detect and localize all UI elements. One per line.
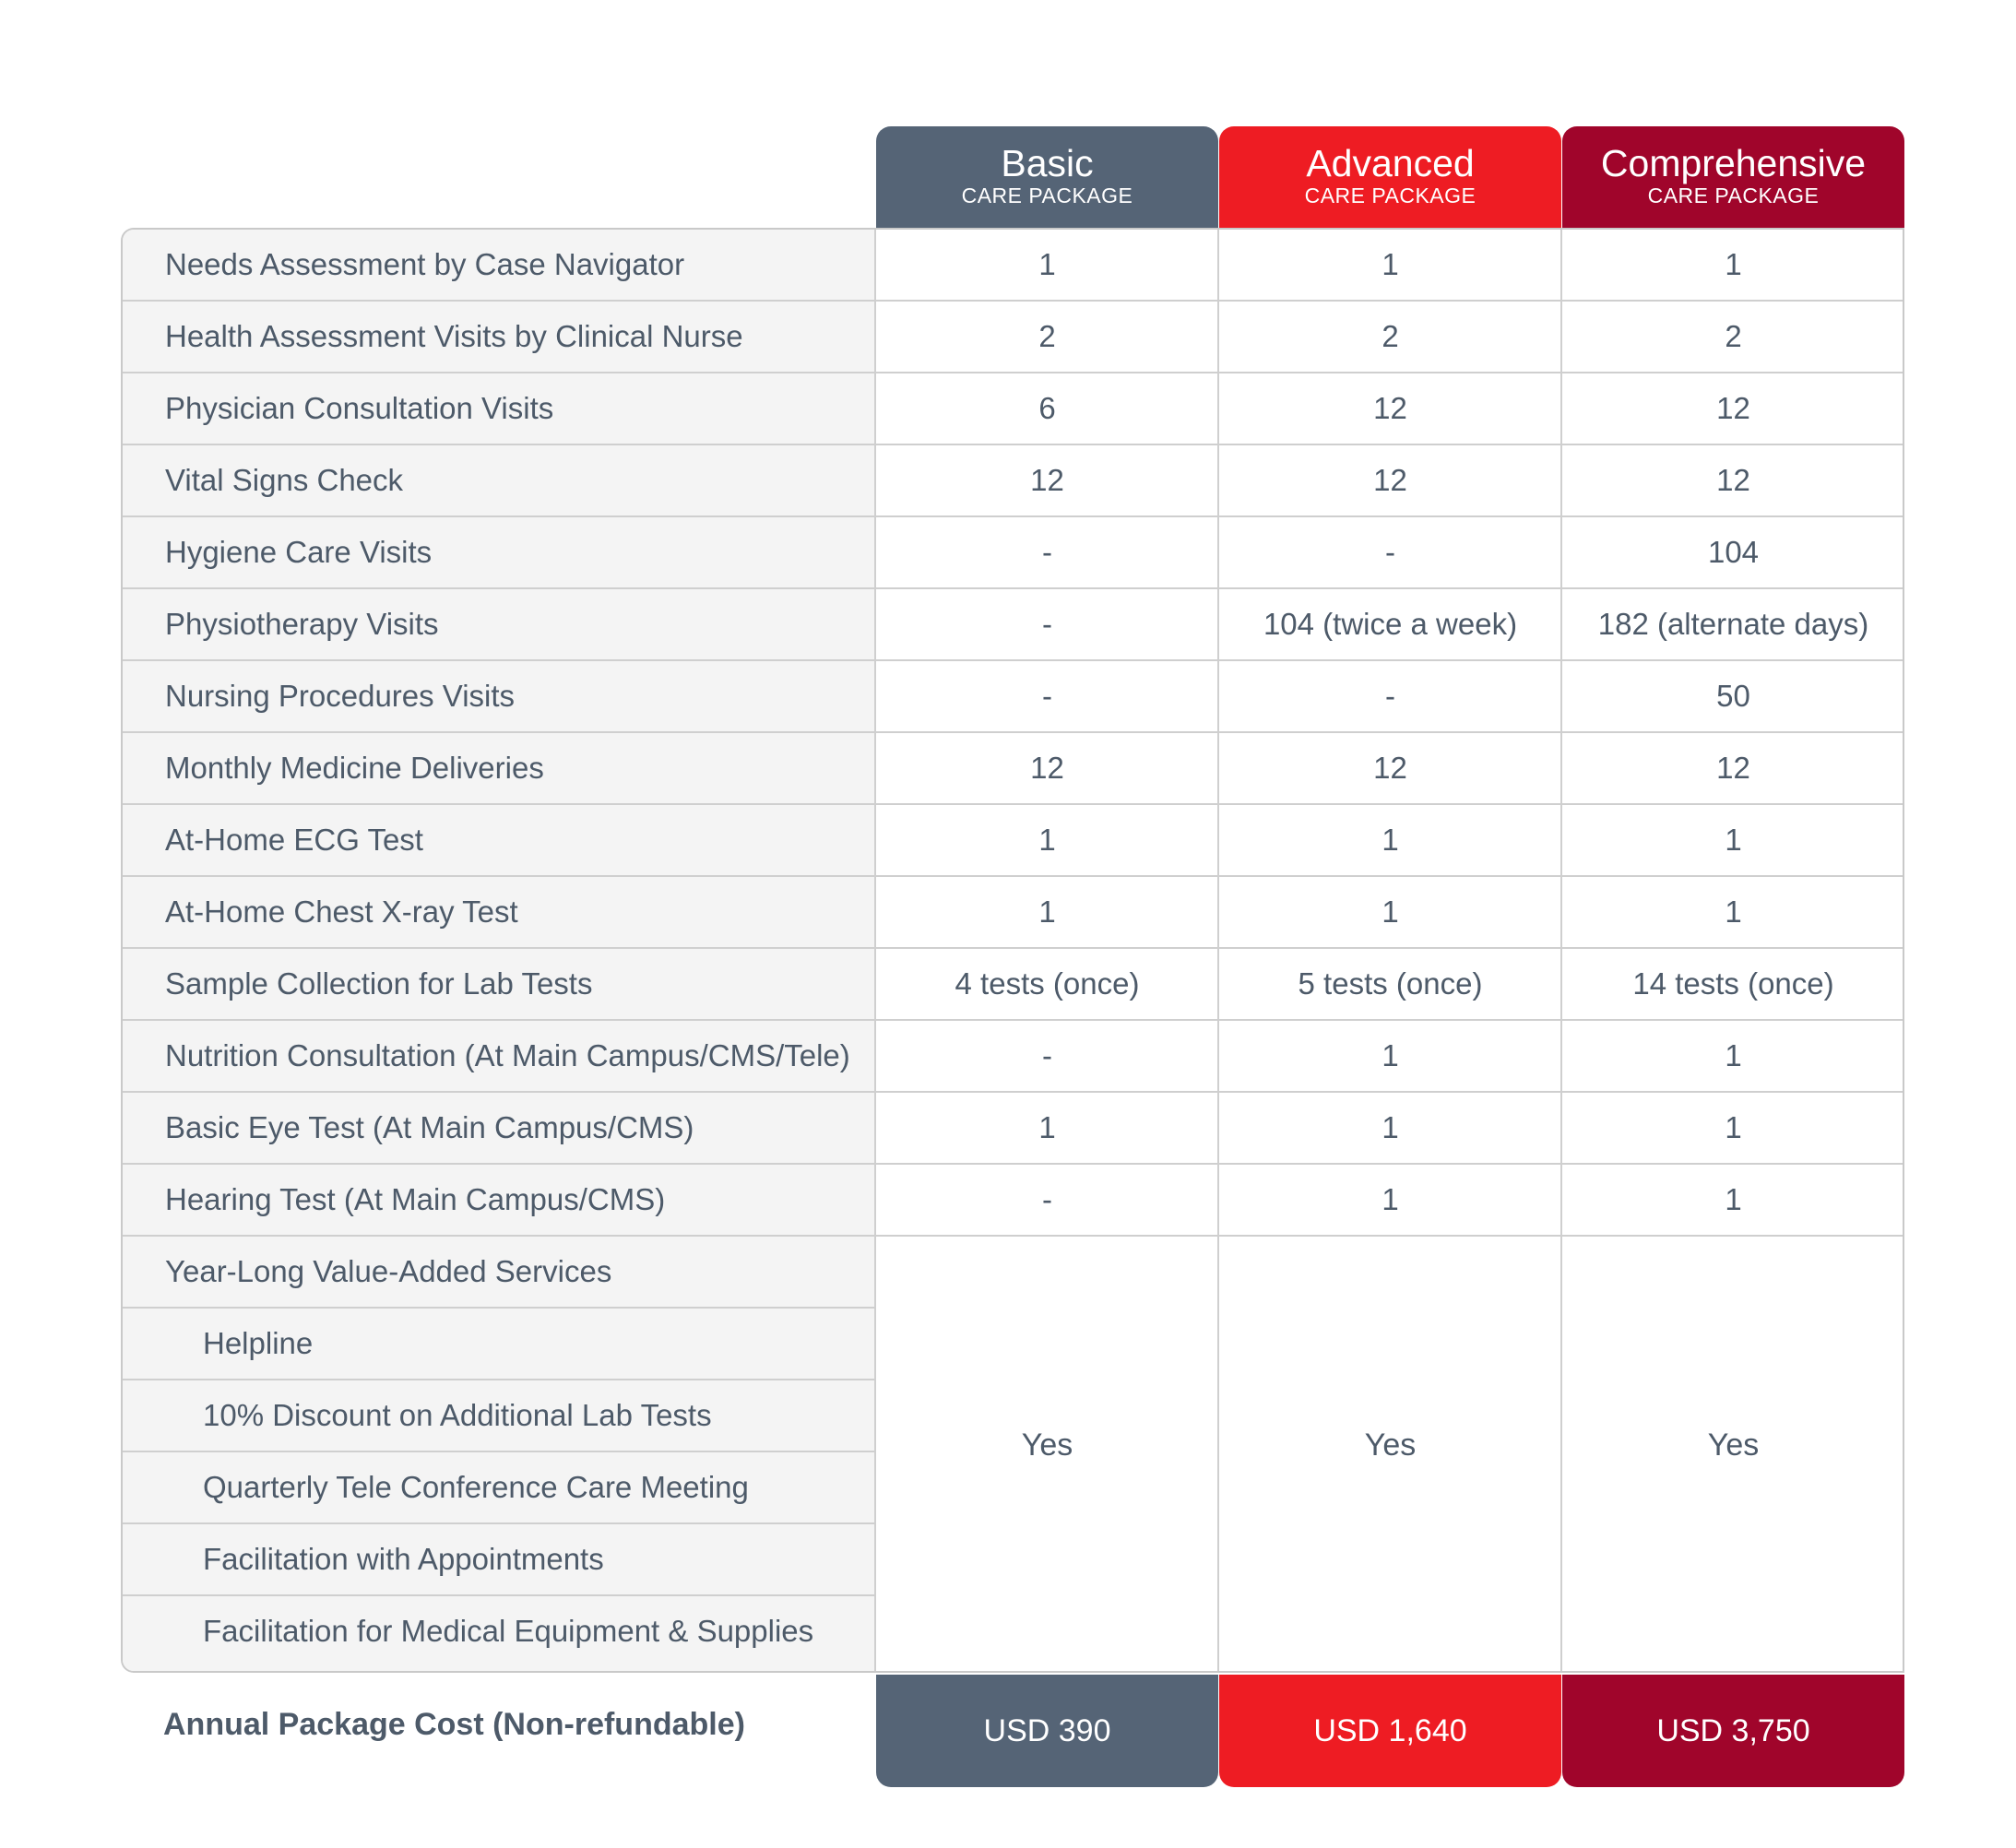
advanced-value: 1 [1382,1110,1399,1144]
table-row [123,589,1904,661]
comprehensive-value: 14 tests (once) [1632,966,1834,1001]
row-label: Health Assessment Visits by Clinical Nurse [165,319,743,353]
basic-value: 1 [1038,247,1056,281]
table-right-border [1903,230,1904,1671]
column-divider [1217,230,1219,1671]
row-label: Physiotherapy Visits [165,607,439,641]
advanced-value: 2 [1382,319,1399,353]
table-row [123,302,1904,373]
value-added-item-row [123,1524,876,1596]
basic-value: 12 [1030,463,1064,497]
row-label: Needs Assessment by Case Navigator [165,247,685,281]
package-name: Comprehensive [1600,142,1867,184]
table-row [123,1093,1904,1165]
package-name: Basic [1001,142,1094,184]
row-label: Nutrition Consultation (At Main Campus/CMS/Tele) [165,1038,850,1072]
table-row [123,445,1904,517]
comprehensive-cost: USD 3,750 [1562,1675,1904,1787]
comprehensive-value: 50 [1716,679,1750,713]
basic-value: 4 tests (once) [955,966,1140,1001]
row-label: Nursing Procedures Visits [165,679,516,713]
advanced-value: 1 [1382,247,1399,281]
value-added-item: Facilitation for Medical Equipment & Supplies [203,1614,814,1648]
comparison-table [121,228,1904,1673]
comprehensive-value: 2 [1725,319,1742,353]
value-added-item-row [123,1452,876,1524]
header-basic-package [876,126,1218,228]
row-label: At-Home Chest X-ray Test [165,894,518,929]
advanced-value-added-value: Yes [1364,1427,1417,1463]
package-name: Advanced [1306,142,1475,184]
value-added-item: Quarterly Tele Conference Care Meeting [203,1470,749,1504]
row-label: Hygiene Care Visits [165,535,433,569]
basic-value-added-value: Yes [1021,1427,1073,1463]
table-row [123,1165,1904,1237]
comprehensive-value: 1 [1725,823,1742,857]
table-row [123,230,1904,302]
row-label: Sample Collection for Lab Tests [165,966,593,1001]
comprehensive-value: 1 [1725,247,1742,281]
advanced-value: 12 [1373,751,1407,785]
advanced-value: 1 [1382,1038,1399,1072]
basic-value: 1 [1038,823,1056,857]
comprehensive-value: 1 [1725,1182,1742,1216]
basic-value: - [1042,1182,1052,1216]
table-row [123,1021,1904,1093]
package-subtitle: CARE PACKAGE [961,184,1133,207]
table-row [123,517,1904,589]
value-added-item-row [123,1380,876,1452]
value-added-label: Year-Long Value-Added Services [165,1254,612,1288]
table-row [123,949,1904,1021]
advanced-value: 1 [1382,1182,1399,1216]
advanced-value: - [1385,535,1395,569]
comprehensive-value: 1 [1725,1110,1742,1144]
value-added-header-row [123,1237,876,1309]
package-subtitle: CARE PACKAGE [1304,184,1476,207]
basic-cost: USD 390 [876,1675,1218,1787]
comprehensive-value: 182 (alternate days) [1597,607,1869,641]
basic-value: - [1042,535,1052,569]
package-subtitle: CARE PACKAGE [1647,184,1820,207]
value-added-item: Facilitation with Appointments [203,1542,604,1576]
column-divider [874,230,876,1671]
comprehensive-value: 12 [1716,463,1750,497]
value-added-item-row [123,1309,876,1380]
advanced-value: 5 tests (once) [1298,966,1483,1001]
advanced-value: - [1385,679,1395,713]
comprehensive-value-added-value: Yes [1707,1427,1760,1463]
table-row [123,733,1904,805]
comprehensive-value: 1 [1725,894,1742,929]
row-label: Monthly Medicine Deliveries [165,751,544,785]
basic-value: - [1042,607,1052,641]
comprehensive-value: 1 [1725,1038,1742,1072]
value-added-item: Helpline [203,1326,314,1360]
advanced-value: 1 [1382,823,1399,857]
basic-value: - [1042,679,1052,713]
basic-value: 6 [1038,391,1056,425]
row-label: At-Home ECG Test [165,823,423,857]
advanced-value: 1 [1382,894,1399,929]
advanced-value: 12 [1373,463,1407,497]
comprehensive-value: 12 [1716,751,1750,785]
row-label: Vital Signs Check [165,463,404,497]
table-row [123,661,1904,733]
basic-value: 2 [1038,319,1056,353]
header-advanced-package [1219,126,1561,228]
table-row [123,805,1904,877]
table-row [123,373,1904,445]
row-label: Physician Consultation Visits [165,391,554,425]
header-comprehensive-package [1562,126,1904,228]
comprehensive-value: 104 [1707,535,1760,569]
table-row [123,877,1904,949]
advanced-value: 12 [1373,391,1407,425]
basic-value: 1 [1038,1110,1056,1144]
basic-value: 1 [1038,894,1056,929]
comprehensive-value: 12 [1716,391,1750,425]
advanced-value: 104 (twice a week) [1263,607,1518,641]
row-label: Basic Eye Test (At Main Campus/CMS) [165,1110,694,1144]
basic-value: - [1042,1038,1052,1072]
annual-cost-label: Annual Package Cost (Non-refundable) [163,1707,745,1742]
value-added-item: 10% Discount on Additional Lab Tests [203,1398,712,1432]
advanced-cost: USD 1,640 [1219,1675,1561,1787]
value-added-item-row [123,1596,876,1668]
column-divider [1560,230,1562,1671]
row-label: Hearing Test (At Main Campus/CMS) [165,1182,666,1216]
basic-value: 12 [1030,751,1064,785]
